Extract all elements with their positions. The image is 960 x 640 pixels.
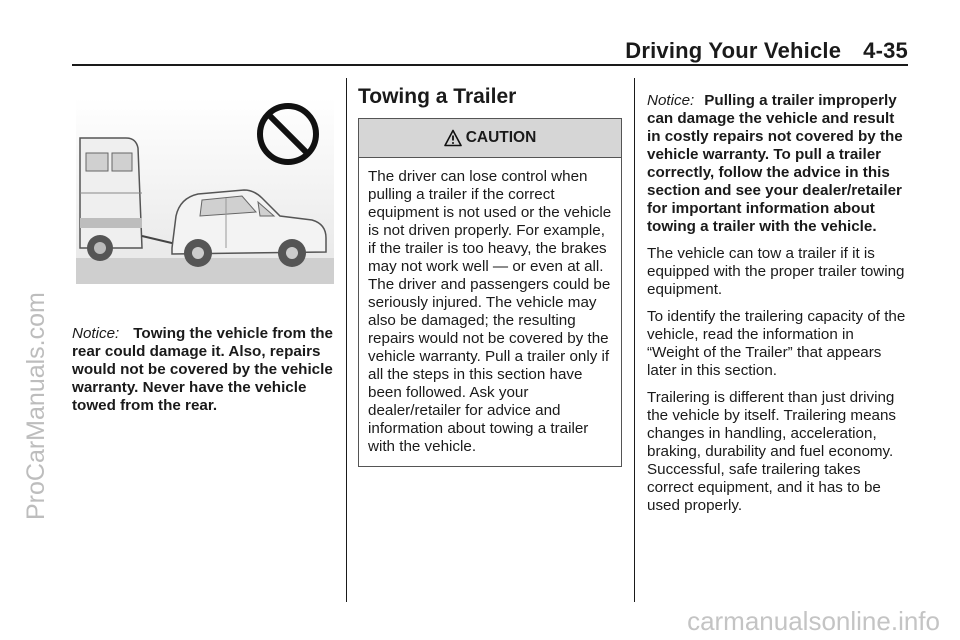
motorhome-icon xyxy=(80,138,142,261)
paragraph-tow-capability: The vehicle can tow a trailer if it is equipped with the proper trailer towing equipment. xyxy=(647,245,905,298)
notice-text: Towing the vehicle from the rear could damage it. Also, repairs would not be covered by the vehicle warranty. Never have the vehicle towed from the rear. xyxy=(72,325,333,414)
header-rule xyxy=(72,64,908,66)
side-watermark: ProCarManuals.com xyxy=(22,292,50,520)
paragraph-trailering-differences: Trailering is different than just driving the vehicle by itself. Trailering means changes in handling, acceleration, braking, durability and fuel economy. Successful, safe trailering takes correct equipment, and it has to be used properly. xyxy=(647,389,897,514)
bottom-watermark: carmanualsonline.info xyxy=(687,606,940,636)
caution-triangle-icon xyxy=(444,129,462,147)
section-title: Towing a Trailer xyxy=(358,85,517,108)
caution-header xyxy=(359,119,621,158)
trailer-notice xyxy=(647,92,909,236)
notice-label: Notice: xyxy=(647,92,695,109)
column-divider-right xyxy=(634,78,635,602)
right-column xyxy=(647,92,909,524)
rear-tow-notice xyxy=(72,325,334,415)
page-header xyxy=(625,38,908,64)
header-section-title: Driving Your Vehicle xyxy=(625,38,842,63)
paragraph-trailering-capacity: To identify the trailering capacity of the vehicle, read the information in “Weight of the Trailer” that appears later in this section. xyxy=(647,308,906,379)
caution-box xyxy=(358,118,622,467)
middle-column xyxy=(358,85,622,467)
towing-illustration xyxy=(76,98,334,284)
left-column xyxy=(72,98,334,415)
caution-text: The driver can lose control when pulling a trailer if the correct equipment is not used or the vehicle is not driven properly. For example, if the trailer is too heavy, the brakes may not work well — or even at all. The driver and passengers could be seriously injured. The vehicle may also be damaged; the resulting repairs would not be covered by the vehicle warranty. Pull a trailer only if all the steps in this section have been followed. Ask your dealer/retailer for advice and information about towing a trailer with the vehicle. xyxy=(368,168,612,455)
column-divider-left xyxy=(346,78,347,602)
header-page-number: 4-35 xyxy=(863,38,908,63)
caution-label: CAUTION xyxy=(465,129,537,146)
notice-label: Notice: xyxy=(72,325,120,342)
notice-text: Pulling a trailer improperly can damage the vehicle and result in costly repairs not covered by the vehicle warranty. To pull a trailer correctly, follow the advice in this section and see your dealer/retailer for important information about towing a trailer with the vehicle. xyxy=(647,92,903,235)
